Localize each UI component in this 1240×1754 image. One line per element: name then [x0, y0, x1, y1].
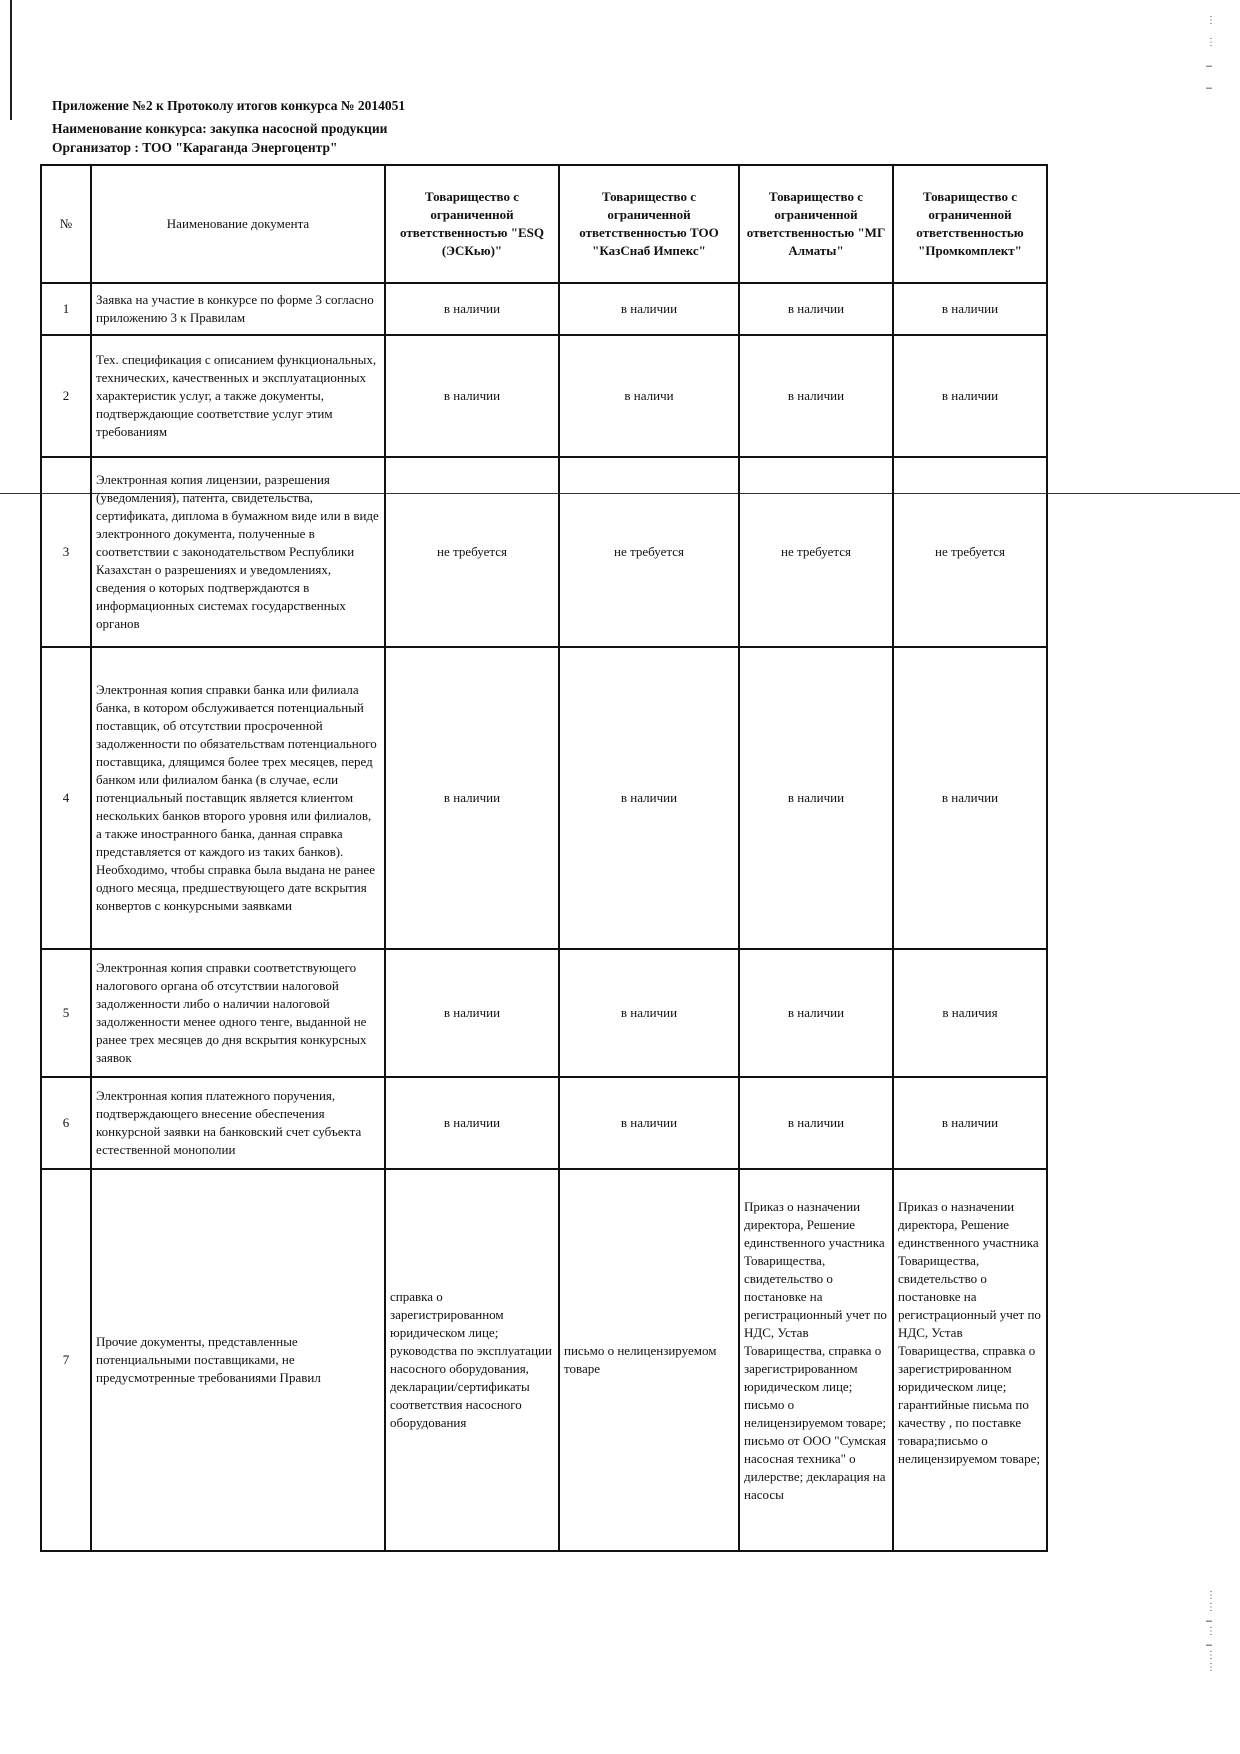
row-status: в наличии — [893, 283, 1047, 335]
row-status: в наличия — [893, 949, 1047, 1077]
row-status: в наличии — [559, 1077, 739, 1169]
row-other-docs: Приказ о назначении директора, Решение единственного участника Товарищества, свидетельство о постановке на регистрационный учет по НДС, Устав Товарищества, справка о зарегистрированном юридическом лице; гарантийные письма по качеству , по поставке товара;письмо о нелицензируемом товаре; — [893, 1169, 1047, 1551]
results-table — [40, 164, 1048, 1552]
row-other-docs: Приказ о назначении директора, Решение единственного участника Товарищества, свидетельство о постановке на регистрационный учет по НДС, Устав Товарищества, справка о зарегистрированном юридическом лице; письмо о нелицензируемом товаре; письмо от ООО "Сумская насосная техника" о дилерстве; декларация на насосы — [739, 1169, 893, 1551]
row-number: 2 — [41, 335, 91, 457]
row-status: в наличии — [893, 647, 1047, 949]
scan-edge-dots-bottom: ⋮ ⋮ … ⋮ … ⋮ ⋮ — [1206, 1590, 1216, 1673]
row-status: не требуется — [893, 457, 1047, 647]
purchase-name: Наименование конкурса: закупка насосной продукции — [52, 121, 388, 136]
row-number: 4 — [41, 647, 91, 949]
row-status: в наличии — [739, 949, 893, 1077]
row-status: в наличии — [385, 283, 559, 335]
row-status: в наличии — [385, 335, 559, 457]
col-supplier-4-header: Товарищество с ограниченной ответственностью "Промкомплект" — [893, 165, 1047, 283]
row-document: Электронная копия платежного поручения, подтверждающего внесение обеспечения конкурсной заявки на банковский счет субъекта естественной монополии — [91, 1077, 385, 1169]
row-number: 6 — [41, 1077, 91, 1169]
table-row — [41, 457, 1047, 647]
row-status: в наличии — [893, 335, 1047, 457]
table-row — [41, 1077, 1047, 1169]
col-num-header: № — [41, 165, 91, 283]
row-document: Заявка на участие в конкурсе по форме 3 согласно приложению 3 к Правилам — [91, 283, 385, 335]
row-status: в наличии — [559, 647, 739, 949]
col-doc-header: Наименование документа — [91, 165, 385, 283]
row-document: Прочие документы, представленные потенциальными поставщиками, не предусмотренные требованиями Правил — [91, 1169, 385, 1551]
row-status: не требуется — [559, 457, 739, 647]
table-header-row — [41, 165, 1047, 283]
scan-edge-mark — [10, 0, 12, 120]
row-status: в наличии — [739, 283, 893, 335]
row-status: в наличии — [893, 1077, 1047, 1169]
document-title: Приложение №2 к Протоколу итогов конкурса № 2014051 — [52, 98, 406, 113]
row-status: в наличии — [739, 335, 893, 457]
row-document: Электронная копия справки банка или филиала банка, в котором обслуживается потенциальный поставщик, об отсутствии просроченной задолженности по обязательствам потенциального поставщика, длящимся более трех месяцев, перед банком или филиалом банка (в случае, если потенциальный поставщик является клиентом нескольких банков второго уровня или филиалов, а также иностранного банка, данная справка представляется от каждого из таких банков). Необходимо, чтобы справка была выдана не ранее одного месяца, предшествующего дате вскрытия конвертов с конкурсными заявками — [91, 647, 385, 949]
organizer: Организатор : ТОО "Караганда Энергоцентр" — [52, 140, 338, 155]
table-row — [41, 283, 1047, 335]
row-status: в наличии — [385, 1077, 559, 1169]
row-status: в наличи — [559, 335, 739, 457]
row-status: в наличии — [385, 949, 559, 1077]
col-supplier-3-header: Товарищество с ограниченной ответственностью "МГ Алматы" — [739, 165, 893, 283]
row-status: не требуется — [739, 457, 893, 647]
row-number: 3 — [41, 457, 91, 647]
col-supplier-1-header: Товарищество с ограниченной ответственностью "ESQ (ЭСКью)" — [385, 165, 559, 283]
row-status: в наличии — [739, 1077, 893, 1169]
table-row — [41, 1169, 1047, 1551]
row-number: 1 — [41, 283, 91, 335]
row-document: Электронная копия справки соответствующего налогового органа об отсутствии налоговой задолженности либо о наличии налоговой задолженности менее одного тенге, выданной не ранее трех месяцев до дня вскрытия конкурсных заявок — [91, 949, 385, 1077]
row-other-docs: письмо о нелицензируемом товаре — [559, 1169, 739, 1551]
scan-edge-dots: ⋮ ⋮ … … — [1206, 15, 1216, 92]
row-status: в наличии — [385, 647, 559, 949]
row-number: 5 — [41, 949, 91, 1077]
table-row — [41, 949, 1047, 1077]
document-header — [52, 96, 952, 157]
row-status: в наличии — [559, 949, 739, 1077]
table-row — [41, 335, 1047, 457]
row-status: в наличии — [739, 647, 893, 949]
table-row — [41, 647, 1047, 949]
row-number: 7 — [41, 1169, 91, 1551]
row-status: не требуется — [385, 457, 559, 647]
row-document: Тех. спецификация с описанием функциональных, технических, качественных и эксплуатационных характеристик услуг, а также документы, подтверждающие соответствие услуг этим требованиям — [91, 335, 385, 457]
row-other-docs: справка о зарегистрированном юридическом лице; руководства по эксплуатации насосного оборудования, декларации/сертификаты соответствия насосного оборудования — [385, 1169, 559, 1551]
row-status: в наличии — [559, 283, 739, 335]
col-supplier-2-header: Товарищество с ограниченной ответственностью ТОО "КазСнаб Импекс" — [559, 165, 739, 283]
row-document: Электронная копия лицензии, разрешения (уведомления), патента, свидетельства, сертификата, диплома в бумажном виде или в виде электронного документа, полученные в соответствии с законодательством Республики Казахстан о разрешениях и уведомлениях, сведения о которых подтверждаются в информационных системах государственных органов — [91, 457, 385, 647]
